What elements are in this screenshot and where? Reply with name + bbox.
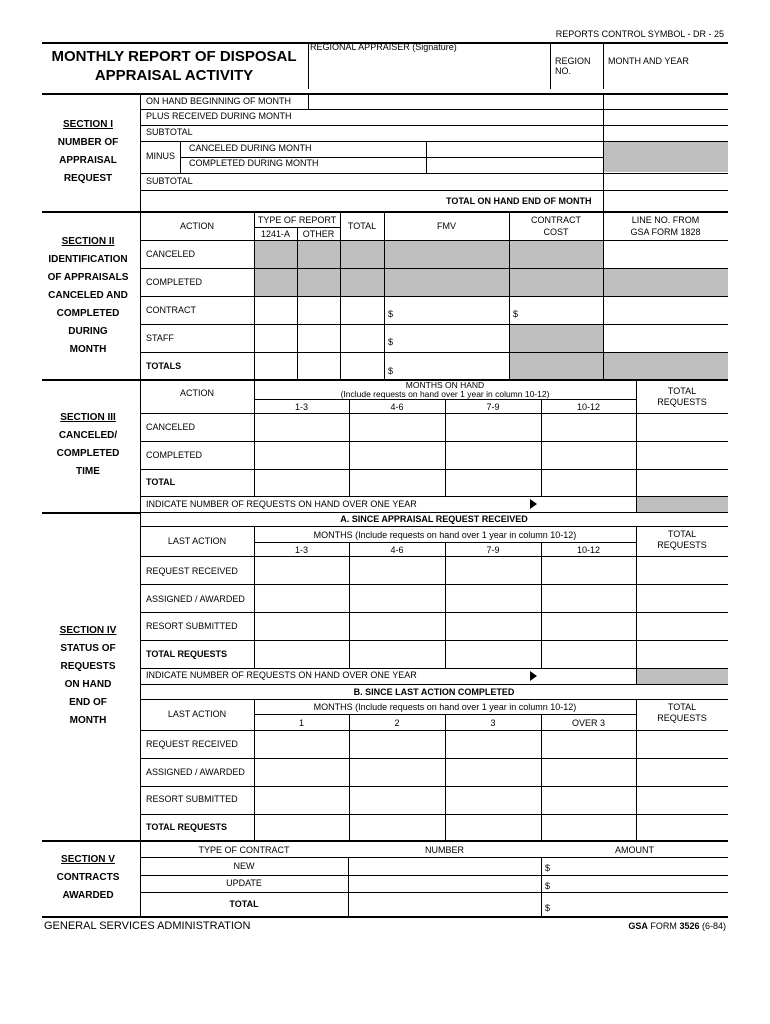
minus-label: MINUS [146,151,175,161]
subtotal-2-input[interactable] [606,176,726,188]
col-total: TOTAL [667,529,697,539]
rule [603,43,604,89]
row-request-received: REQUEST RECEIVED [146,739,238,749]
agency-name: GENERAL SERVICES ADMINISTRATION [44,920,251,932]
range-2: 2 [394,718,400,728]
row-new: NEW [233,861,255,871]
range-1-3: 1-3 [294,545,308,555]
last-action-label: LAST ACTION [167,536,227,546]
range-7-9: 7-9 [486,545,500,555]
include-note: (Include requests on hand over 1 year in column 10-12) [340,389,550,399]
col-type-of-contract: TYPE OF CONTRACT [198,845,290,855]
region-field[interactable] [553,78,601,88]
section-3-label: SECTION III CANCELED/ COMPLETED TIME [40,409,136,481]
col-total: TOTAL [667,702,697,712]
row-canceled: CANCELED [146,249,196,259]
row-contract: CONTRACT [146,305,196,315]
row-staff: STAFF [146,333,174,343]
range-1: 1 [298,718,304,728]
dollar-sign: $ [545,903,551,913]
section-4-label: SECTION IV STATUS OF REQUESTS ON HAND END OF MONTH [40,622,136,730]
section-5-rule [42,840,728,842]
row-request-received: REQUEST RECEIVED [146,566,238,576]
section-5-label: SECTION V CONTRACTS AWARDED [40,851,136,905]
canceled-during-label: CANCELED DURING MONTH [189,143,312,153]
col-requests: REQUESTS [657,713,707,723]
shaded-cell [510,325,603,352]
form-title-line-2: APPRAISAL ACTIVITY [94,67,254,84]
shaded-cell [604,353,728,380]
subtotal-2-label: SUBTOTAL [146,176,193,186]
form-title-line-1: MONTHLY REPORT OF DISPOSAL [51,48,297,65]
col-fmv: FMV [437,221,456,231]
dollar-sign: $ [388,309,394,319]
range-7-9: 7-9 [486,402,500,412]
row-total: TOTAL [229,899,259,909]
over-one-year-label: INDICATE NUMBER OF REQUESTS ON HAND OVER ONE YEAR [146,670,417,680]
col-requests: REQUESTS [657,540,707,550]
row-totals: TOTALS [146,361,182,371]
part-a-heading: A. SINCE APPRAISAL REQUEST RECEIVED [340,514,528,524]
month-year-label: MONTH AND YEAR [608,56,689,66]
shaded-cell [637,497,728,512]
months-note: MONTHS (Include requests on hand over 1 year in column 10-12) [313,702,577,712]
shaded-cell [604,142,728,172]
dollar-sign: $ [545,863,551,873]
col-number: NUMBER [424,845,464,855]
shaded-cell [637,669,728,684]
months-note: MONTHS (Include requests on hand over 1 year in column 10-12) [313,530,577,540]
subtotal-label: SUBTOTAL [146,127,193,137]
form-number: GSA FORM 3526 (6-84) [628,921,726,931]
arrow-right-icon [530,499,537,509]
rule [550,43,551,89]
shaded-cell [255,269,728,296]
col-action: ACTION [179,221,214,231]
col-contract: CONTRACT [531,215,581,225]
rule [140,94,141,212]
row-assigned-awarded: ASSIGNED / AWARDED [146,594,245,604]
section-4-heading: SECTION IV [59,625,117,636]
row-completed: COMPLETED [146,450,203,460]
rule [308,43,309,89]
subtotal-input[interactable] [606,128,726,139]
col-action: ACTION [179,388,214,398]
part-b-heading: B. SINCE LAST ACTION COMPLETED [353,687,515,697]
row-total-requests: TOTAL REQUESTS [146,822,228,832]
range-3: 3 [490,718,496,728]
row-resort-submitted: RESORT SUBMITTED [146,794,238,804]
row-resort-submitted: RESORT SUBMITTED [146,621,238,631]
plus-received-input[interactable] [606,112,726,123]
row-total-requests: TOTAL REQUESTS [146,649,228,659]
row-canceled: CANCELED [146,422,196,432]
range-10-12: 10-12 [576,402,601,412]
dollar-sign: $ [388,337,394,347]
on-hand-input[interactable] [606,96,726,107]
signature-label: REGIONAL APPRAISER (Signature) [310,42,457,52]
section-4-rule [42,512,140,514]
arrow-right-icon [530,671,537,681]
over-one-year-label: INDICATE NUMBER OF REQUESTS ON HAND OVER ONE YEAR [146,499,417,509]
col-type-of-report: TYPE OF REPORT [257,215,337,225]
on-hand-label: ON HAND BEGINNING OF MONTH [146,96,292,106]
control-symbol: REPORTS CONTROL SYMBOL - DR - 25 [555,29,724,39]
col-requests: REQUESTS [657,397,707,407]
region-label-no: NO. [555,66,572,76]
row-assigned-awarded: ASSIGNED / AWARDED [146,767,245,777]
dollar-sign: $ [545,881,551,891]
range-10-12: 10-12 [576,545,601,555]
month-year-field[interactable] [606,68,726,88]
section-1-label: SECTION I NUMBER OF APPRAISAL REQUEST [40,116,136,188]
section-2-label: SECTION II IDENTIFICATION OF APPRAISALS CANCELED AND COMPLETED DURING MONTH [40,233,136,359]
row-update: UPDATE [226,878,262,888]
total-end-input[interactable] [606,193,726,209]
col-line-no: LINE NO. FROM [631,215,700,225]
dollar-sign: $ [513,309,519,319]
range-1-3: 1-3 [294,402,308,412]
last-action-label: LAST ACTION [167,709,227,719]
range-4-6: 4-6 [390,545,404,555]
region-label: REGION [555,56,591,66]
plus-received-label: PLUS RECEIVED DURING MONTH [146,111,292,121]
section-2-rule [42,211,728,213]
col-amount: AMOUNT [615,845,654,855]
section-3-heading: SECTION III [60,412,116,423]
completed-during-label: COMPLETED DURING MONTH [189,158,319,168]
shaded-cell [510,353,603,380]
section-1-rule [42,93,728,95]
dollar-sign: $ [388,366,394,376]
col-cost: COST [543,227,569,237]
row-total: TOTAL [146,477,176,487]
shaded-cell [255,241,603,268]
section-1-heading: SECTION I [62,119,113,130]
col-total: TOTAL [667,386,697,396]
range-over-3: OVER 3 [571,718,605,728]
section-2-heading: SECTION II [61,236,115,247]
footer-rule [42,916,728,918]
col-gsa-form: GSA FORM 1828 [630,227,701,237]
range-4-6: 4-6 [390,402,404,412]
col-other: OTHER [302,229,335,239]
total-end-label: TOTAL ON HAND END OF MONTH [446,196,592,206]
row-completed: COMPLETED [146,277,203,287]
col-1241a: 1241-A [260,229,291,239]
col-total: TOTAL [347,221,377,231]
signature-field[interactable] [312,56,548,86]
form-title [42,47,306,85]
section-5-heading: SECTION V [61,854,115,865]
months-on-hand: MONTHS ON HAND [405,380,485,390]
